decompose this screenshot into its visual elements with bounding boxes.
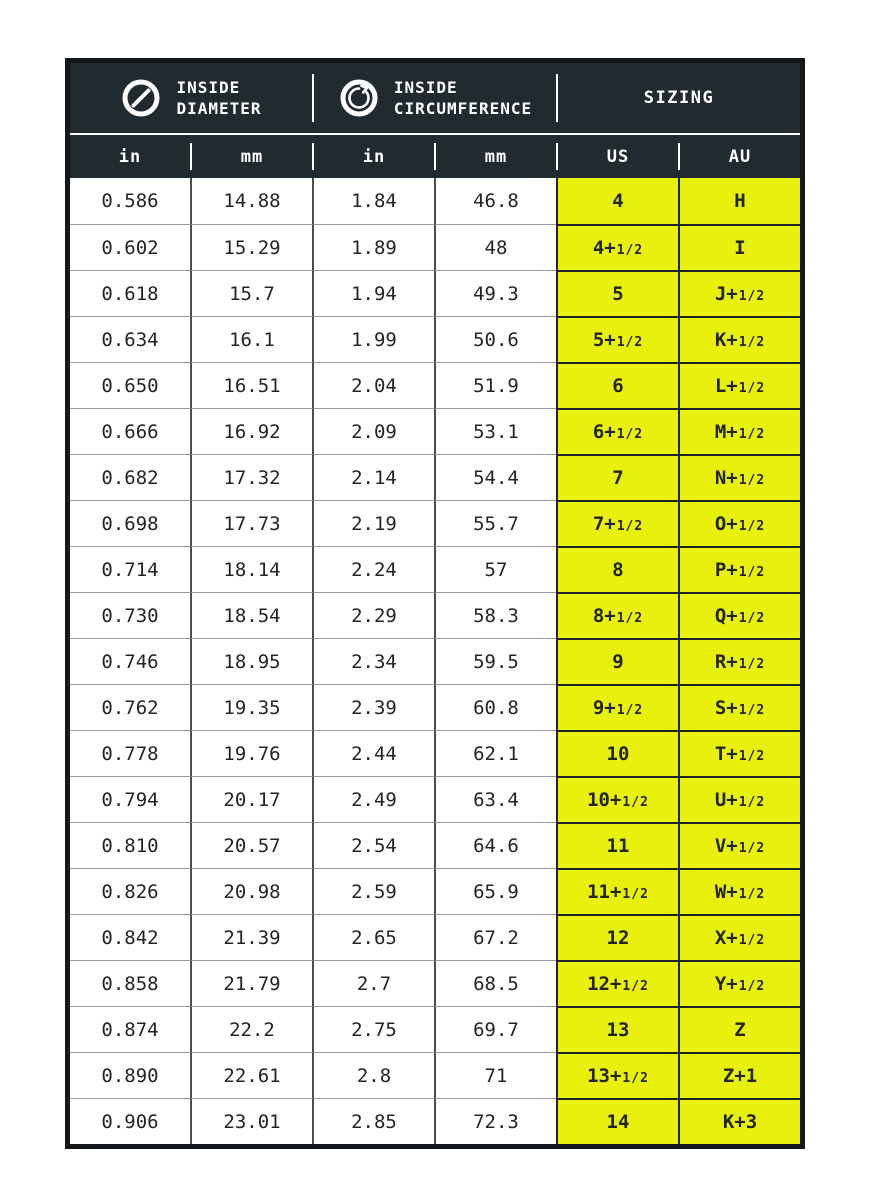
cell-size-us: 9+1/2 xyxy=(556,684,678,730)
cell-circumference-mm: 60.8 xyxy=(434,684,556,730)
column-header-diameter-in: in xyxy=(118,146,142,167)
cell-diameter-mm: 20.57 xyxy=(190,822,312,868)
cell-diameter-mm: 18.54 xyxy=(190,592,312,638)
cell-circumference-mm: 54.4 xyxy=(434,454,556,500)
cell-diameter-in: 0.650 xyxy=(70,362,190,408)
table-row xyxy=(70,454,800,500)
table-row xyxy=(70,224,800,270)
table-row xyxy=(70,730,800,776)
table-row xyxy=(70,868,800,914)
cell-size-us: 7+1/2 xyxy=(556,500,678,546)
cell-diameter-in: 0.890 xyxy=(70,1052,190,1098)
table-row xyxy=(70,822,800,868)
cell-size-us: 10 xyxy=(556,730,678,776)
cell-circumference-in: 1.89 xyxy=(312,224,434,270)
header-group-row xyxy=(70,63,800,133)
cell-size-us: 10+1/2 xyxy=(556,776,678,822)
cell-diameter-in: 0.746 xyxy=(70,638,190,684)
cell-diameter-mm: 14.88 xyxy=(190,178,312,224)
cell-size-au: J+1/2 xyxy=(678,270,800,316)
column-header-us: US xyxy=(606,146,630,167)
cell-size-us: 12 xyxy=(556,914,678,960)
cell-circumference-mm: 53.1 xyxy=(434,408,556,454)
cell-diameter-in: 0.730 xyxy=(70,592,190,638)
cell-diameter-mm: 23.01 xyxy=(190,1098,312,1144)
cell-diameter-mm: 22.61 xyxy=(190,1052,312,1098)
cell-size-au: K+3 xyxy=(678,1098,800,1144)
cell-size-au: N+1/2 xyxy=(678,454,800,500)
cell-size-au: H xyxy=(678,178,800,224)
header-inside-diameter-label xyxy=(176,77,261,119)
cell-diameter-in: 0.634 xyxy=(70,316,190,362)
cell-circumference-in: 2.44 xyxy=(312,730,434,776)
header-inside-circumference xyxy=(314,63,556,133)
column-header-au: AU xyxy=(728,146,752,167)
table-row xyxy=(70,546,800,592)
table-body xyxy=(70,178,800,1144)
cell-size-au: O+1/2 xyxy=(678,500,800,546)
cell-size-us: 5+1/2 xyxy=(556,316,678,362)
cell-size-us: 8 xyxy=(556,546,678,592)
cell-size-au: M+1/2 xyxy=(678,408,800,454)
cell-circumference-in: 2.54 xyxy=(312,822,434,868)
cell-diameter-mm: 17.73 xyxy=(190,500,312,546)
cell-diameter-in: 0.794 xyxy=(70,776,190,822)
cell-size-us: 6 xyxy=(556,362,678,408)
cell-diameter-in: 0.714 xyxy=(70,546,190,592)
cell-size-au: V+1/2 xyxy=(678,822,800,868)
cell-diameter-in: 0.666 xyxy=(70,408,190,454)
cell-size-au: Z+1 xyxy=(678,1052,800,1098)
cell-size-au: L+1/2 xyxy=(678,362,800,408)
cell-circumference-mm: 49.3 xyxy=(434,270,556,316)
cell-size-us: 7 xyxy=(556,454,678,500)
cell-circumference-mm: 58.3 xyxy=(434,592,556,638)
cell-circumference-in: 2.29 xyxy=(312,592,434,638)
cell-circumference-in: 2.09 xyxy=(312,408,434,454)
cell-circumference-in: 2.85 xyxy=(312,1098,434,1144)
cell-diameter-mm: 22.2 xyxy=(190,1006,312,1052)
cell-diameter-in: 0.682 xyxy=(70,454,190,500)
cell-diameter-in: 0.874 xyxy=(70,1006,190,1052)
cell-circumference-in: 2.14 xyxy=(312,454,434,500)
cell-diameter-mm: 20.98 xyxy=(190,868,312,914)
cell-diameter-mm: 15.29 xyxy=(190,224,312,270)
cell-size-au: P+1/2 xyxy=(678,546,800,592)
cell-circumference-in: 2.04 xyxy=(312,362,434,408)
cell-circumference-in: 1.99 xyxy=(312,316,434,362)
column-header-diameter-mm: mm xyxy=(240,146,264,167)
cell-diameter-mm: 16.92 xyxy=(190,408,312,454)
cell-size-us: 13+1/2 xyxy=(556,1052,678,1098)
cell-diameter-mm: 16.1 xyxy=(190,316,312,362)
cell-size-au: R+1/2 xyxy=(678,638,800,684)
cell-diameter-mm: 17.32 xyxy=(190,454,312,500)
cell-size-us: 4 xyxy=(556,178,678,224)
cell-size-au: U+1/2 xyxy=(678,776,800,822)
cell-diameter-mm: 18.14 xyxy=(190,546,312,592)
cell-circumference-mm: 46.8 xyxy=(434,178,556,224)
cell-circumference-mm: 48 xyxy=(434,224,556,270)
cell-size-us: 11+1/2 xyxy=(556,868,678,914)
cell-circumference-in: 2.8 xyxy=(312,1052,434,1098)
column-header-row xyxy=(70,135,800,178)
cell-diameter-in: 0.602 xyxy=(70,224,190,270)
cell-circumference-in: 2.34 xyxy=(312,638,434,684)
header-label-line: INSIDE xyxy=(176,78,241,97)
cell-circumference-mm: 68.5 xyxy=(434,960,556,1006)
cell-diameter-mm: 15.7 xyxy=(190,270,312,316)
header-label-line: INSIDE xyxy=(393,78,458,97)
cell-diameter-mm: 21.39 xyxy=(190,914,312,960)
cell-circumference-mm: 64.6 xyxy=(434,822,556,868)
cell-circumference-in: 1.94 xyxy=(312,270,434,316)
cell-circumference-mm: 50.6 xyxy=(434,316,556,362)
table-row xyxy=(70,914,800,960)
table-row xyxy=(70,362,800,408)
cell-circumference-mm: 69.7 xyxy=(434,1006,556,1052)
cell-diameter-mm: 21.79 xyxy=(190,960,312,1006)
table-row xyxy=(70,592,800,638)
table-row xyxy=(70,270,800,316)
cell-size-us: 4+1/2 xyxy=(556,224,678,270)
cell-diameter-in: 0.810 xyxy=(70,822,190,868)
cell-size-au: Z xyxy=(678,1006,800,1052)
circumference-icon xyxy=(338,77,380,119)
cell-circumference-in: 2.65 xyxy=(312,914,434,960)
cell-size-us: 14 xyxy=(556,1098,678,1144)
cell-size-au: W+1/2 xyxy=(678,868,800,914)
cell-diameter-mm: 20.17 xyxy=(190,776,312,822)
cell-size-us: 5 xyxy=(556,270,678,316)
cell-circumference-in: 2.49 xyxy=(312,776,434,822)
cell-diameter-in: 0.698 xyxy=(70,500,190,546)
header-sizing xyxy=(558,63,800,133)
cell-size-us: 12+1/2 xyxy=(556,960,678,1006)
table-row xyxy=(70,638,800,684)
cell-circumference-mm: 55.7 xyxy=(434,500,556,546)
cell-diameter-mm: 19.35 xyxy=(190,684,312,730)
cell-size-au: Y+1/2 xyxy=(678,960,800,1006)
cell-circumference-mm: 51.9 xyxy=(434,362,556,408)
table-header xyxy=(70,63,800,178)
column-header-circumference-mm: mm xyxy=(484,146,508,167)
cell-circumference-mm: 62.1 xyxy=(434,730,556,776)
table-row xyxy=(70,316,800,362)
cell-size-au: Q+1/2 xyxy=(678,592,800,638)
cell-size-us: 11 xyxy=(556,822,678,868)
cell-circumference-in: 1.84 xyxy=(312,178,434,224)
header-inside-diameter xyxy=(70,63,312,133)
cell-circumference-in: 2.75 xyxy=(312,1006,434,1052)
table-row xyxy=(70,960,800,1006)
cell-diameter-in: 0.586 xyxy=(70,178,190,224)
cell-circumference-mm: 63.4 xyxy=(434,776,556,822)
table-row xyxy=(70,1006,800,1052)
cell-diameter-in: 0.618 xyxy=(70,270,190,316)
cell-circumference-mm: 71 xyxy=(434,1052,556,1098)
cell-size-au: I xyxy=(678,224,800,270)
table-row xyxy=(70,684,800,730)
cell-diameter-in: 0.778 xyxy=(70,730,190,776)
cell-diameter-in: 0.842 xyxy=(70,914,190,960)
cell-circumference-mm: 67.2 xyxy=(434,914,556,960)
cell-circumference-in: 2.24 xyxy=(312,546,434,592)
cell-diameter-in: 0.906 xyxy=(70,1098,190,1144)
cell-size-us: 13 xyxy=(556,1006,678,1052)
cell-circumference-in: 2.19 xyxy=(312,500,434,546)
table-row xyxy=(70,1052,800,1098)
cell-circumference-mm: 59.5 xyxy=(434,638,556,684)
header-sizing-label: SIZING xyxy=(643,88,715,108)
table-row xyxy=(70,1098,800,1144)
diameter-icon xyxy=(120,77,162,119)
cell-circumference-mm: 57 xyxy=(434,546,556,592)
cell-size-au: S+1/2 xyxy=(678,684,800,730)
header-label-line: CIRCUMFERENCE xyxy=(393,99,533,118)
cell-circumference-mm: 65.9 xyxy=(434,868,556,914)
column-header-circumference-in: in xyxy=(362,146,386,167)
table-row xyxy=(70,776,800,822)
header-label-line: DIAMETER xyxy=(176,99,262,118)
cell-size-us: 6+1/2 xyxy=(556,408,678,454)
table-row xyxy=(70,408,800,454)
cell-diameter-in: 0.826 xyxy=(70,868,190,914)
cell-diameter-mm: 16.51 xyxy=(190,362,312,408)
cell-size-au: T+1/2 xyxy=(678,730,800,776)
cell-size-au: X+1/2 xyxy=(678,914,800,960)
table-row xyxy=(70,178,800,224)
ring-size-table xyxy=(65,58,805,1149)
cell-size-us: 9 xyxy=(556,638,678,684)
cell-diameter-in: 0.858 xyxy=(70,960,190,1006)
cell-diameter-in: 0.762 xyxy=(70,684,190,730)
table-row xyxy=(70,500,800,546)
cell-circumference-in: 2.7 xyxy=(312,960,434,1006)
cell-size-au: K+1/2 xyxy=(678,316,800,362)
cell-size-us: 8+1/2 xyxy=(556,592,678,638)
header-inside-circumference-label xyxy=(394,77,532,119)
cell-circumference-mm: 72.3 xyxy=(434,1098,556,1144)
cell-circumference-in: 2.39 xyxy=(312,684,434,730)
cell-diameter-mm: 18.95 xyxy=(190,638,312,684)
cell-diameter-mm: 19.76 xyxy=(190,730,312,776)
cell-circumference-in: 2.59 xyxy=(312,868,434,914)
